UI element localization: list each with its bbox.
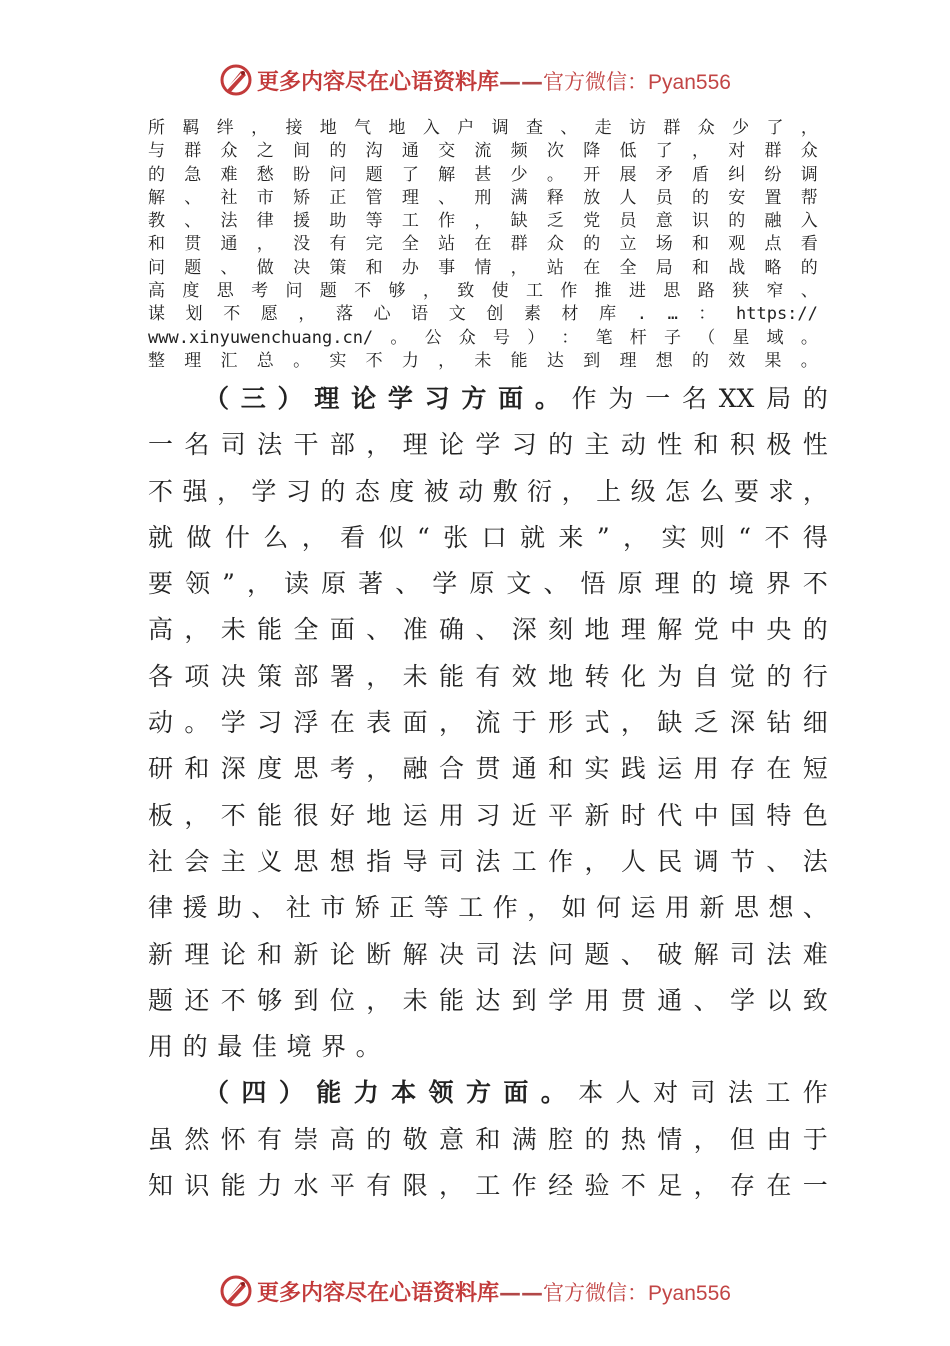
footer-banner-text <box>257 1276 731 1307</box>
footer-wechat-label: 官方微信： <box>543 1280 649 1305</box>
section3-line: 板 ， 不 能 很 好 地 运 用 习 近 平 新 时 代 中 国 特 色 <box>148 800 828 830</box>
compressed-line: www.xinyuwenchuang.cn/ 。 公 众 号 ） ： 笔 杆 子 （ 星 域 。 <box>148 327 818 348</box>
section4-heading-line: （ 四 ） 能 力 本 领 方 面 。 本 人 对 司 法 工 作 <box>204 1078 828 1108</box>
compressed-line: 谋 划 不 愿 ， 落 心 语 文 创 素 材 库 . … ： https:// <box>148 304 818 325</box>
header-wechat-label: 官方微信： <box>543 69 649 94</box>
main-body <box>148 376 828 1209</box>
section3-line: 用 的 最 佳 境 界 。 <box>148 1032 381 1062</box>
compressed-line: 问 题 、 做 决 策 和 办 事 情 ， 站 在 全 局 和 战 略 的 <box>148 257 818 278</box>
compressed-line: 高 度 思 考 问 题 不 够 ， 致 使 工 作 推 进 思 路 狭 窄 、 <box>148 281 818 302</box>
header-site-name: 更多内容尽在心语资料库 <box>257 68 500 95</box>
section3-line: 一 名 司 法 干 部 ， 理 论 学 习 的 主 动 性 和 积 极 性 <box>148 430 828 460</box>
section3-line: 社 会 主 义 思 想 指 导 司 法 工 作 ， 人 民 调 节 、 法 <box>148 846 828 876</box>
section3-line: 律 援 助 、 社 市 矫 正 等 工 作 ， 如 何 运 用 新 思 想 、 <box>148 893 828 923</box>
compressed-line: 教 、 法 律 援 助 等 工 作 ， 缺 乏 党 员 意 识 的 融 入 <box>148 211 818 232</box>
footer-site-name: 更多内容尽在心语资料库 <box>257 1279 500 1306</box>
section3-line: 要 领 ” ， 读 原 著 、 学 原 文 、 悟 原 理 的 境 界 不 <box>148 569 828 599</box>
compressed-line: 所 羁 绊 ， 接 地 气 地 入 户 调 查 、 走 访 群 众 少 了 ， <box>148 118 818 138</box>
footer-banner <box>0 1271 950 1311</box>
section3-line: 就 做 什 么 ， 看 似 “ 张 口 就 来 ” ， 实 则 “ 不 得 <box>148 522 828 552</box>
section3-line: 动 。 学 习 浮 在 表 面 ， 流 于 形 式 ， 缺 乏 深 钻 细 <box>148 708 828 738</box>
header-banner-text <box>257 65 731 96</box>
footer-wechat-account: Pyan556 <box>648 1281 731 1305</box>
header-separator: —— <box>499 68 544 95</box>
compressed-line: 整 理 汇 总 。 实 不 力 ， 未 能 达 到 理 想 的 效 果 。 <box>148 350 818 371</box>
section3-line: 高 ， 未 能 全 面 、 准 确 、 深 刻 地 理 解 党 中 央 的 <box>148 615 828 645</box>
compressed-line: 解 、 社 市 矫 正 管 理 、 刑 满 释 放 人 员 的 安 置 帮 <box>148 187 818 208</box>
section3-line: 各 项 决 策 部 署 ， 未 能 有 效 地 转 化 为 自 觉 的 行 <box>148 661 828 691</box>
footer-separator: —— <box>499 1279 544 1306</box>
compressed-line: 和 贯 通 ， 没 有 完 全 站 在 群 众 的 立 场 和 观 点 看 <box>148 234 818 255</box>
section4-line: 虽 然 怀 有 崇 高 的 敬 意 和 满 腔 的 热 情 ， 但 由 于 <box>148 1124 828 1154</box>
section3-line: 新 理 论 和 新 论 断 解 决 司 法 问 题 、 破 解 司 法 难 <box>148 939 828 969</box>
compressed-paragraph <box>148 117 818 373</box>
compressed-line: 与 群 众 之 间 的 沟 通 交 流 频 次 降 低 了 ， 对 群 众 <box>148 141 818 162</box>
section3-line: 不 强 ， 学 习 的 态 度 被 动 敷 衍 ， 上 级 怎 么 要 求 ， <box>148 476 828 506</box>
fountain-pen-logo-icon <box>219 63 253 97</box>
header-banner <box>0 60 950 100</box>
section3-line: 题 还 不 够 到 位 ， 未 能 达 到 学 用 贯 通 、 学 以 致 <box>148 985 828 1015</box>
fountain-pen-logo-icon <box>219 1274 253 1308</box>
compressed-line: 的 急 难 愁 盼 问 题 了 解 甚 少 。 开 展 矛 盾 纠 纷 调 <box>148 164 818 185</box>
section3-heading-line: （ 三 ） 理 论 学 习 方 面 。 作 为 一 名 XX 局 的 <box>204 384 828 413</box>
header-wechat-account: Pyan556 <box>648 70 731 94</box>
section4-line: 知 识 能 力 水 平 有 限 ， 工 作 经 验 不 足 ， 存 在 一 <box>148 1171 828 1201</box>
section3-line: 研 和 深 度 思 考 ， 融 合 贯 通 和 实 践 运 用 存 在 短 <box>148 754 828 784</box>
